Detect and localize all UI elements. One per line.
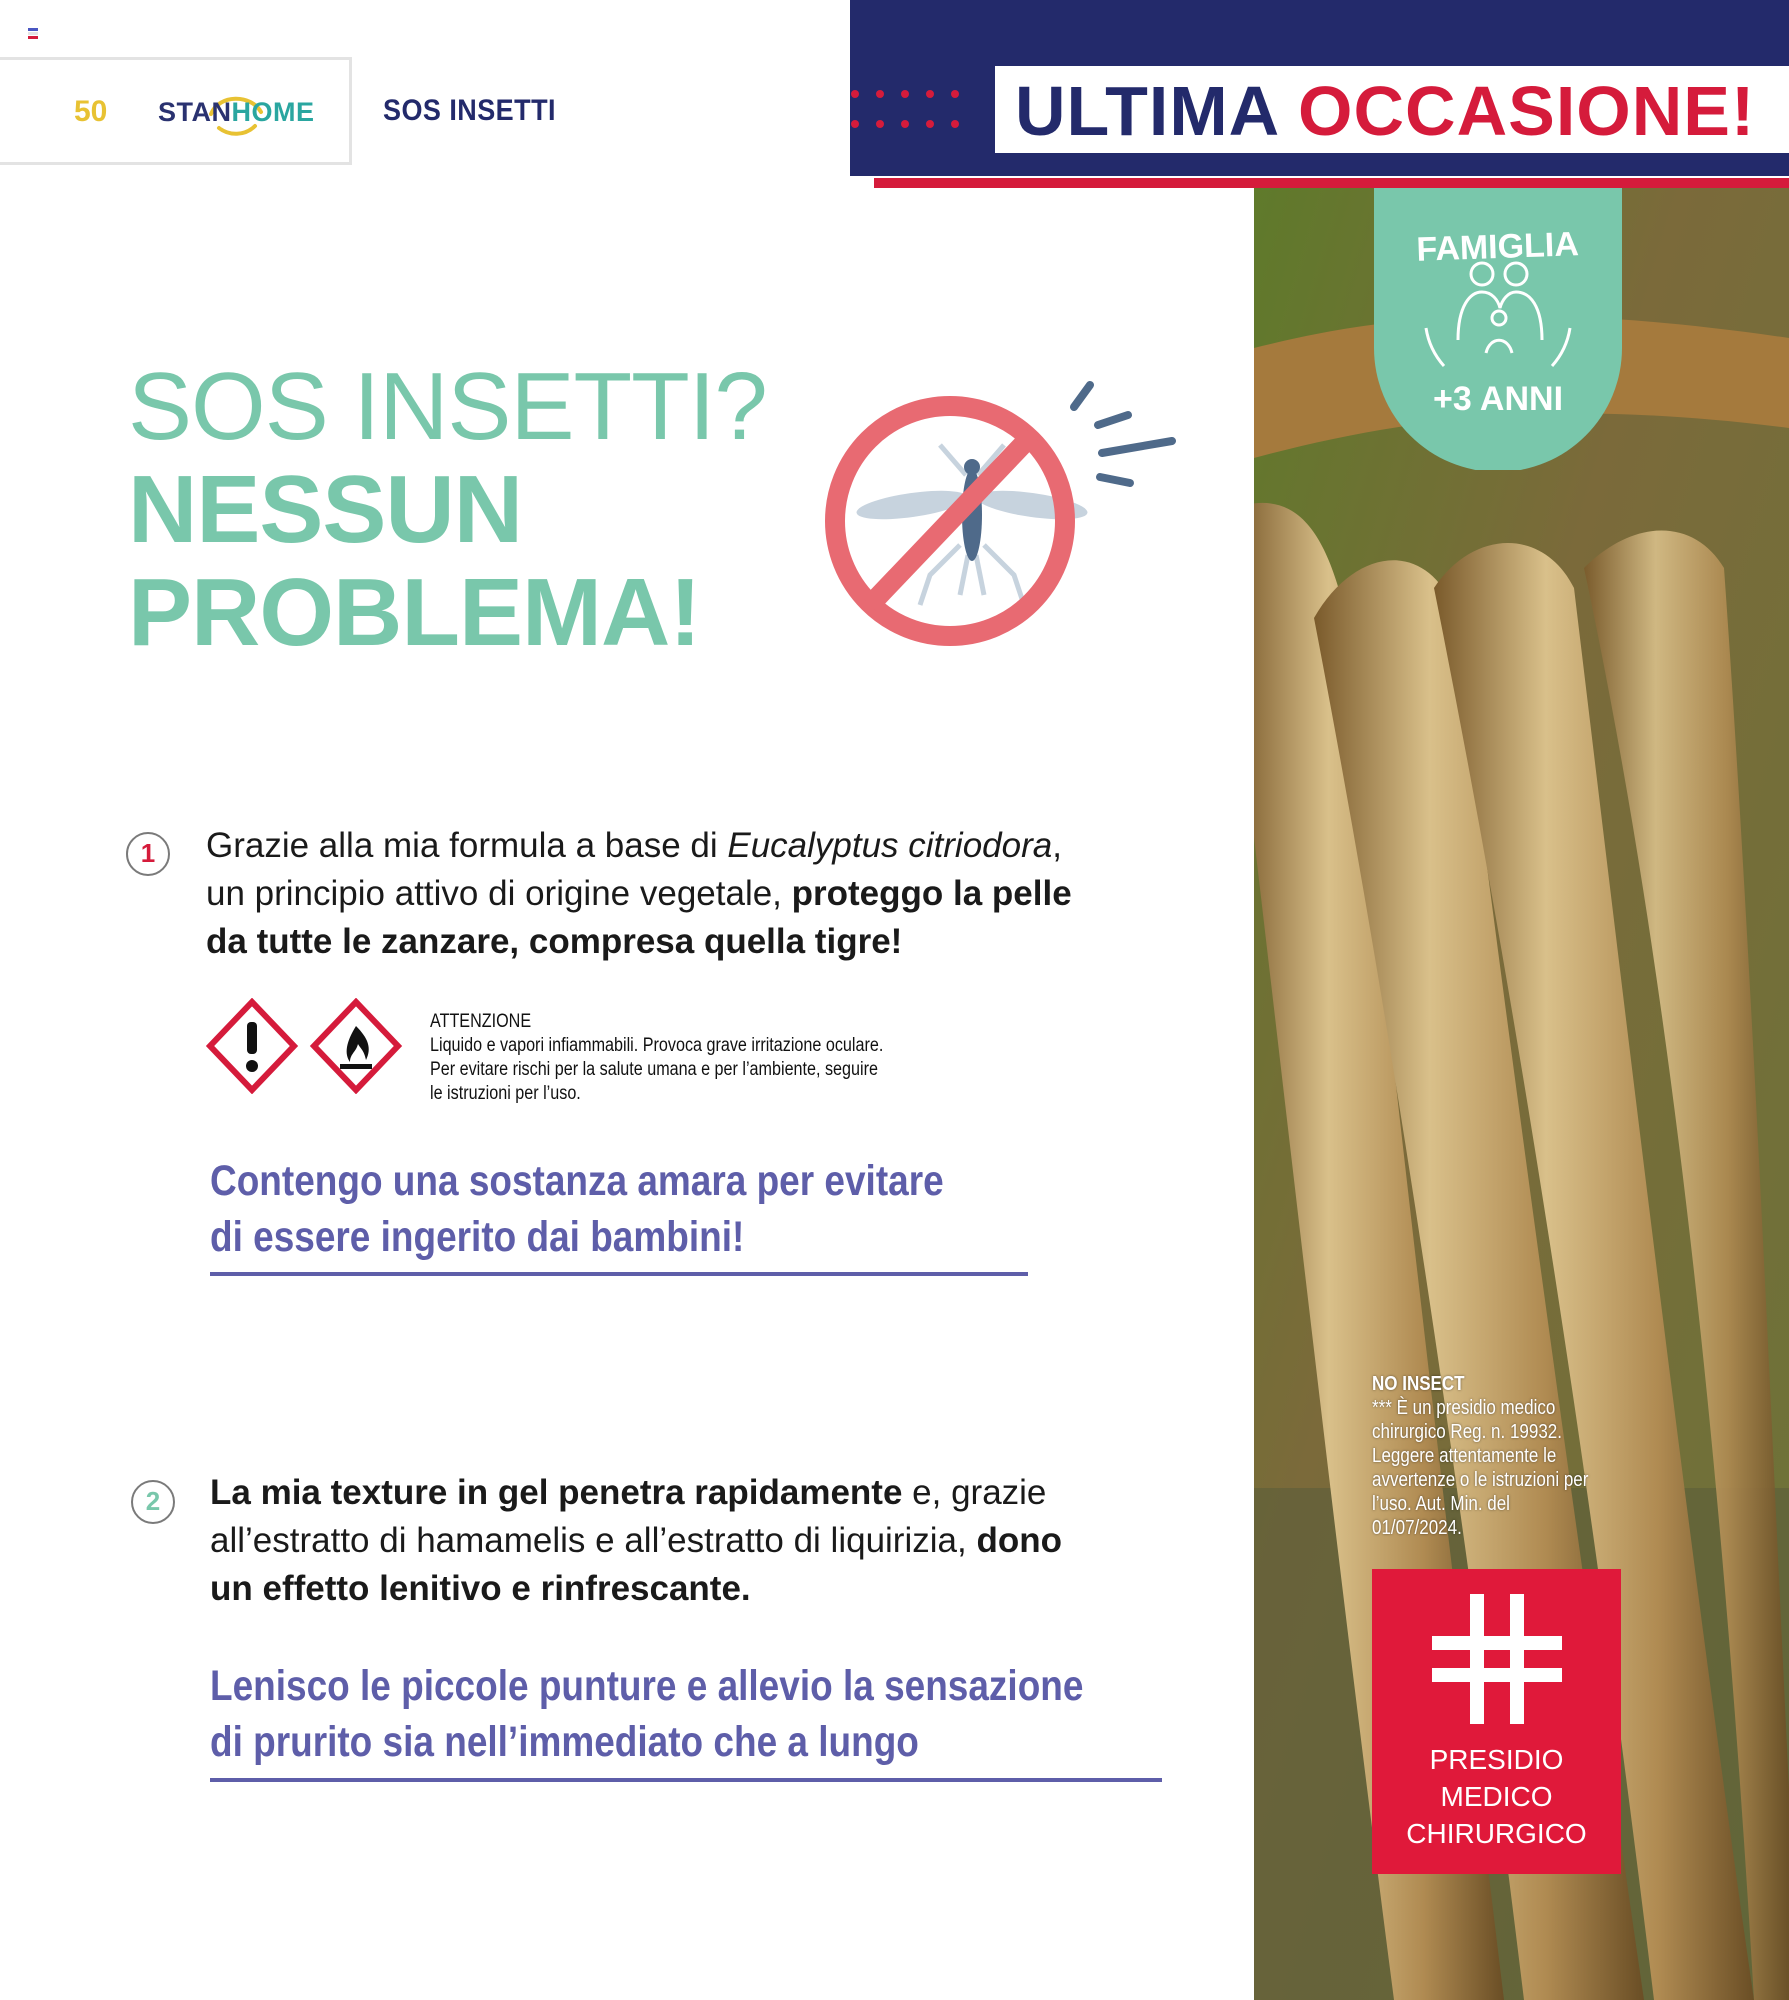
- warning-line: Liquido e vapori infiammabili. Provoca grave irritazione oculare.: [430, 1035, 884, 1056]
- warning-line: Per evitare rischi per la salute umana e per l’ambiente, seguire: [430, 1059, 878, 1080]
- banner-title: ULTIMA OCCASIONE!: [1015, 72, 1756, 150]
- medical-cross-icon: [1432, 1594, 1562, 1724]
- hazard-icons: [206, 998, 406, 1094]
- step-number-1: 1: [126, 832, 170, 876]
- presidio-medico-badge: PRESIDIO MEDICO CHIRURGICO: [1372, 1569, 1621, 1874]
- warning-line: le istruzioni per l’uso.: [430, 1083, 581, 1104]
- headline-line1: SOS INSETTI?: [128, 353, 767, 460]
- warning-text: [430, 1010, 884, 1106]
- stanhome-logo: STANHOME: [158, 97, 315, 127]
- section-title: SOS INSETTI: [383, 94, 556, 127]
- claim-bitter-substance: Contengo una sostanza amara per evitare di essere ingerito dai bambini!: [210, 1157, 944, 1261]
- point1-text: Grazie alla mia formula a base di Eucalyptus citriodora, un principio attivo di origine vegetale, proteggo la pelle da tutte le zanzare, compresa quella tigre!: [206, 826, 1072, 961]
- svg-text:+3 ANNI: +3 ANNI: [1432, 380, 1564, 418]
- famiglia-badge: [1374, 188, 1622, 470]
- dots-decoration: [850, 88, 960, 136]
- divider: [210, 1272, 1028, 1276]
- page-number: 50: [74, 95, 108, 128]
- warning-title: ATTENZIONE: [430, 1011, 532, 1032]
- svg-text:FAMIGLIA: FAMIGLIA: [1415, 225, 1580, 269]
- flame-hazard-icon: [314, 1002, 398, 1090]
- no-mosquito-icon: [820, 375, 1180, 655]
- claim-soothing: Lenisco le piccole punture e allevio la sensazione di prurito sia nell’immediato che a lungo: [210, 1662, 1084, 1766]
- legal-note: NO INSECT *** È un presidio medico chirurgico Reg. n. 19932. Leggere attentamente le avvertenze o le istruzioni per l’uso. Aut. Min. del 01/07/2024.: [1372, 1373, 1589, 1539]
- banner-underline: [874, 178, 1789, 188]
- flag-icon: [28, 28, 38, 40]
- exclamation-hazard-icon: [210, 1002, 294, 1090]
- headline-line3: PROBLEMA!: [128, 559, 701, 666]
- step-number-2: 2: [131, 1480, 175, 1524]
- headline-line2: NESSUN: [128, 456, 523, 563]
- point2-text: La mia texture in gel penetra rapidamente e, grazie all’estratto di hamamelis e all’estratto di liquirizia, dono un effetto lenitivo e rinfrescante.: [210, 1473, 1062, 1608]
- divider: [210, 1778, 1162, 1782]
